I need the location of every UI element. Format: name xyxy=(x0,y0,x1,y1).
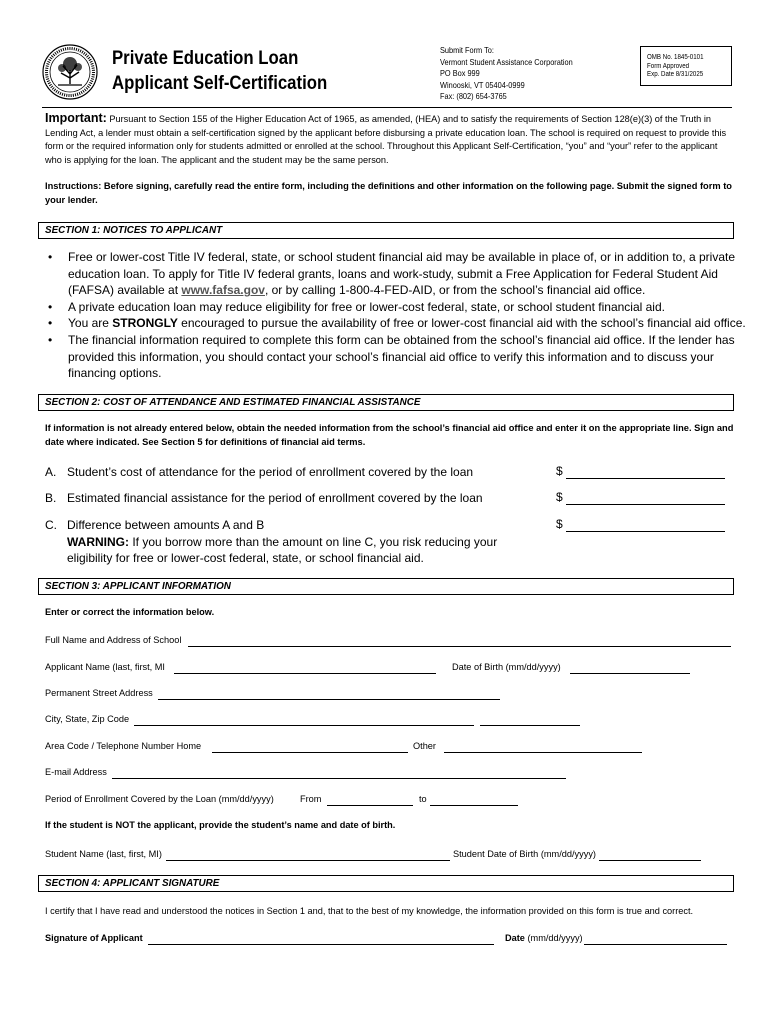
submit-pobox: PO Box 999 xyxy=(440,68,480,79)
amount-b-field[interactable] xyxy=(566,504,725,505)
fafsa-link[interactable]: www.fafsa.gov xyxy=(181,283,265,298)
dollar-b: $ xyxy=(556,490,563,504)
form-title xyxy=(112,46,327,96)
applicant-name-label: Applicant Name (last, first, MI xyxy=(45,662,165,672)
signature-date-field[interactable] xyxy=(584,944,727,945)
student-dob-field[interactable] xyxy=(599,860,701,861)
period-label: Period of Enrollment Covered by the Loan (mm/dd/yyyy) xyxy=(45,794,274,804)
notice-item: • You are STRONGLY encouraged to pursue the availability of free or lower-cost financial aid with the school’s financial aid office. xyxy=(68,315,748,332)
dollar-a: $ xyxy=(556,464,563,478)
home-phone-field[interactable] xyxy=(212,752,408,753)
student-dob-label: Student Date of Birth (mm/dd/yyyy) xyxy=(453,849,596,859)
student-name-field[interactable] xyxy=(166,860,450,861)
section-3-heading xyxy=(38,578,734,595)
student-name-label: Student Name (last, first, MI) xyxy=(45,849,162,859)
street-label: Permanent Street Address xyxy=(45,688,153,698)
section-4-title: SECTION 4: APPLICANT SIGNATURE xyxy=(45,877,220,889)
phone-label: Area Code / Telephone Number Home xyxy=(45,741,202,751)
email-field[interactable] xyxy=(112,778,566,779)
not-applicant-note: If the student is NOT the applicant, provide the student’s name and date of birth. xyxy=(45,820,396,830)
line-b: B. Estimated financial assistance for the period of enrollment covered by the loan xyxy=(45,491,483,505)
from-label: From xyxy=(300,794,322,804)
section-1-heading xyxy=(38,222,734,239)
other-phone-field[interactable] xyxy=(444,752,642,753)
city-label: City, State, Zip Code xyxy=(45,714,130,724)
email-label: E-mail Address xyxy=(45,767,107,777)
signature-field[interactable] xyxy=(148,944,494,945)
date-label: Date (mm/dd/yyyy) xyxy=(505,933,583,943)
department-of-education-seal xyxy=(42,44,98,100)
dob-label: Date of Birth (mm/dd/yyyy) xyxy=(452,662,561,672)
other-label: Other xyxy=(413,741,436,751)
notice-item: • The financial information required to complete this form can be obtained from the school’s financial aid office. If the lender has provided this information, you should contact your school’s financial aid office to verify this information and to discuss your financing options. xyxy=(68,332,748,382)
notice-item: • Free or lower-cost Title IV federal, state, or school student financial aid may be available in place of, or in addition to, a private education loan. To apply for Title IV federal grants, loans and work-study, submit a Free Application for Federal Student Aid (FAFSA) available at www.fafsa.gov, or by calling 1-800-4-FED-AID, or from the school’s financial aid office. xyxy=(68,249,748,299)
section-2-note: If information is not already entered below, obtain the needed information from the school’s financial aid office and enter it on the appropriate line. Sign and date where indicated. See Section 5 for definitions of financial aid terms. xyxy=(45,423,734,447)
submit-to-block xyxy=(440,45,573,103)
strongly-emphasis: STRONGLY xyxy=(112,316,178,331)
important-text: Pursuant to Section 155 of the Higher Education Act of 1965, as amended, (HEA) and to satisfy the requirements of Section 128(e)(3) of the Truth in Lending Act, a lender must obtain a self-certification signed by the applicant before disbursing a private education loan. The school is required on request to provide this form or the required information only for students admitted or enrolled at the school. Throughout this Applicant Self-Certification, “you” and “your” refer to the applicant who is applying for the loan. The applicant and the student may be the same person. xyxy=(45,114,727,165)
omb-box xyxy=(640,46,732,86)
submit-label: Submit Form To: xyxy=(440,45,494,55)
from-date-field[interactable] xyxy=(327,805,413,806)
school-label: Full Name and Address of School xyxy=(45,635,182,645)
section-3-intro: Enter or correct the information below. xyxy=(45,607,215,617)
omb-approved: Form Approved xyxy=(647,62,690,70)
instructions: Instructions: Before signing, carefully read the entire form, including the definitions and other information on the following page. Submit the signed form to your lender. xyxy=(45,181,732,205)
omb-exp-date: Exp. Date 8/31/2025 xyxy=(647,71,704,79)
line-a: A. Student’s cost of attendance for the period of enrollment covered by the loan xyxy=(45,465,474,479)
amount-c-field[interactable] xyxy=(566,531,725,532)
amount-a-field[interactable] xyxy=(566,478,725,479)
certification-text: I certify that I have read and understood the notices in Section 1 and, that to the best of my knowledge, the information provided on this form is true and correct. xyxy=(45,906,694,916)
section-3-title: SECTION 3: APPLICANT INFORMATION xyxy=(45,580,231,592)
notice-item: • A private education loan may reduce eligibility for free or lower-cost federal, state, or school student financial aid. xyxy=(68,299,748,316)
submit-org: Vermont Student Assistance Corporation xyxy=(440,56,573,67)
signature-label: Signature of Applicant xyxy=(45,933,143,943)
street-field[interactable] xyxy=(158,699,500,700)
section-2-heading xyxy=(38,394,734,411)
title-line-2: Applicant Self-Certification xyxy=(112,72,328,94)
submit-city: Winooski, VT 05404-0999 xyxy=(440,79,525,90)
important-notice xyxy=(45,112,735,167)
header-rule xyxy=(42,107,732,108)
section-4-heading xyxy=(38,875,734,892)
notices-list xyxy=(44,249,748,382)
to-label: to xyxy=(419,794,427,804)
dob-field[interactable] xyxy=(570,673,690,674)
omb-number: OMB No. 1845-0101 xyxy=(647,54,704,61)
to-date-field[interactable] xyxy=(430,805,518,806)
applicant-name-field[interactable] xyxy=(174,673,436,674)
dollar-c: $ xyxy=(556,517,563,531)
line-c: C. Difference between amounts A and B WARNING: If you borrow more than the amount on line C, you risk reducing your eligibility for free or lower-cost federal, state, or school financial aid. xyxy=(45,518,498,566)
section-1-title: SECTION 1: NOTICES TO APPLICANT xyxy=(45,224,223,236)
section-2-title: SECTION 2: COST OF ATTENDANCE AND ESTIMATED FINANCIAL ASSISTANCE xyxy=(45,396,421,408)
zip-field[interactable] xyxy=(480,725,580,726)
submit-fax: Fax: (802) 654-3765 xyxy=(440,91,507,102)
city-field[interactable] xyxy=(134,725,474,726)
school-field[interactable] xyxy=(188,646,731,647)
warning-label: WARNING: xyxy=(67,534,129,549)
important-label: Important: xyxy=(45,111,107,125)
title-line-1: Private Education Loan xyxy=(112,47,299,69)
